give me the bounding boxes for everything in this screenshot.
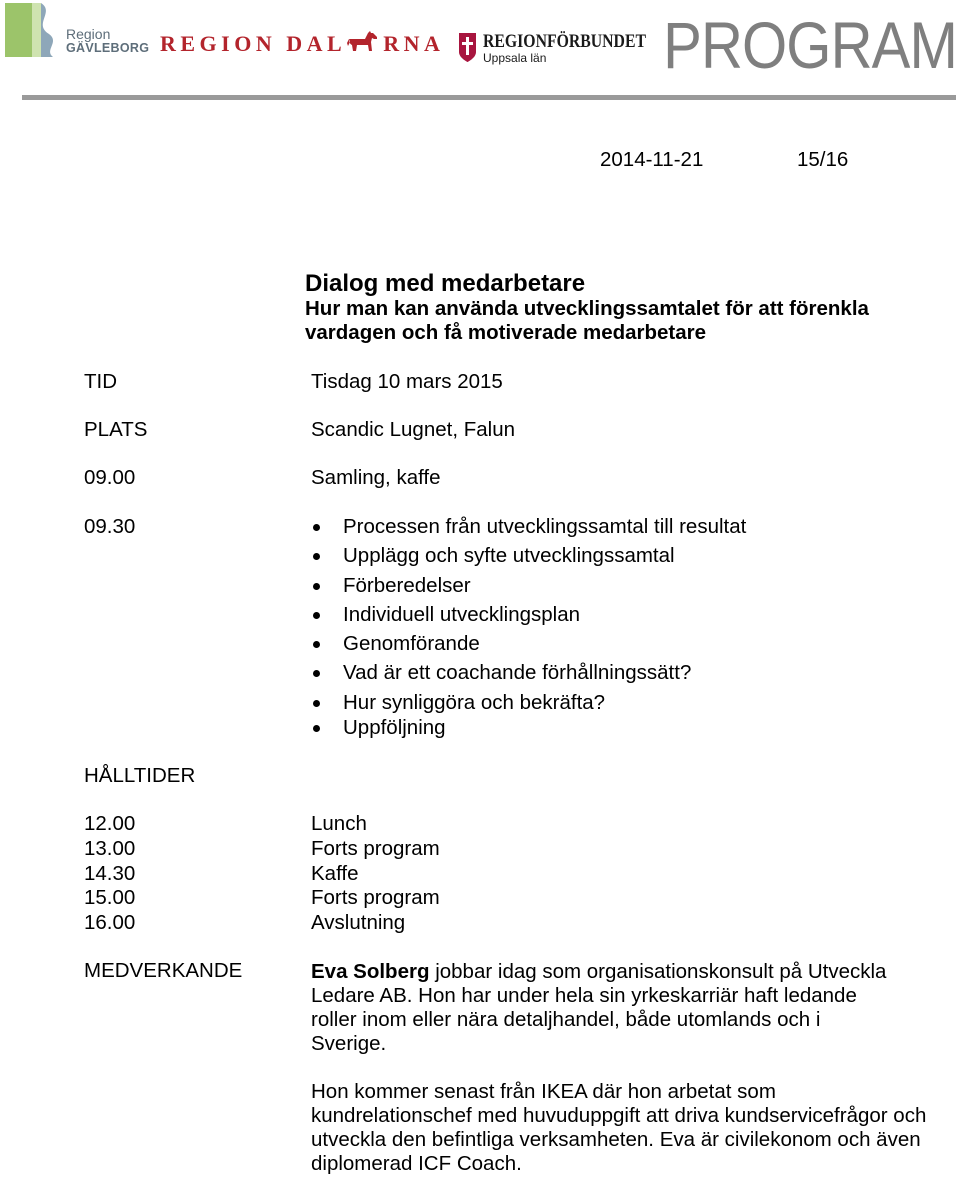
contributor-bio-paragraph xyxy=(311,1080,926,1176)
contributors-label: MEDVERKANDE xyxy=(84,959,243,982)
detail-label-time: TID xyxy=(84,370,118,393)
timekeeping-activity: Forts program xyxy=(311,836,440,860)
list-item-text: Förberedelser xyxy=(343,573,471,597)
timekeeping-row xyxy=(0,886,960,911)
timekeeping-row xyxy=(0,862,960,887)
timekeeping-activity: Avslutning xyxy=(311,911,406,934)
bio-line: Ledare AB. Hon har under hela sin yrkeskarriär haft ledande xyxy=(311,984,857,1007)
bio-line: kundrelationschef med huvuduppgift att driva kundservicefrågor och xyxy=(311,1104,927,1127)
timekeeping-list xyxy=(0,812,960,936)
regionforbundet-logo-name: REGIONFÖRBUNDET xyxy=(483,31,646,52)
page-heading: PROGRAM xyxy=(663,8,957,82)
timekeeping-time: 13.00 xyxy=(84,836,136,860)
bio-line: Sverige. xyxy=(311,1032,387,1055)
contributor-name: Eva Solberg xyxy=(311,960,430,983)
list-item-text: Individuell utvecklingsplan xyxy=(343,602,581,626)
bullet-icon xyxy=(313,700,320,707)
gavleborg-logo-text-name: GÄVLEBORG xyxy=(66,41,150,55)
timekeeping-time: 14.30 xyxy=(84,861,136,885)
bullet-icon xyxy=(313,612,320,619)
bullet-icon xyxy=(313,725,320,732)
timekeeping-time: 12.00 xyxy=(84,812,136,835)
detail-value-time: Tisdag 10 mars 2015 xyxy=(311,370,503,393)
timekeeping-row xyxy=(0,812,960,837)
subtitle-line: Hur man kan använda utvecklingssamtalet för att förenkla xyxy=(305,297,869,320)
bullet-icon xyxy=(313,524,320,531)
detail-label-place: PLATS xyxy=(84,418,148,441)
session-time: 09.30 xyxy=(84,515,136,538)
subtitle-line: vardagen och få motiverade medarbetare xyxy=(305,321,707,344)
timekeeping-heading: HÅLLTIDER xyxy=(84,764,196,787)
dalarna-logo-text-end: RNA xyxy=(383,31,445,56)
bullet-icon xyxy=(313,553,320,560)
timekeeping-time: 16.00 xyxy=(84,911,136,934)
bio-line: Hon kommer senast från IKEA där hon arbetat som xyxy=(311,1080,776,1103)
list-item-text: Genomförande xyxy=(343,632,480,656)
timekeeping-time: 15.00 xyxy=(84,886,136,910)
gavleborg-logo-text-region: Region xyxy=(66,26,111,42)
header-divider xyxy=(22,95,956,100)
list-item-text: Processen från utvecklingssamtal till resultat xyxy=(343,515,747,538)
schedule-activity: Samling, kaffe xyxy=(311,466,441,489)
timekeeping-row xyxy=(0,911,960,936)
document-date: 2014-11-21 xyxy=(600,148,704,171)
list-item-text: Uppföljning xyxy=(343,716,446,740)
regionforbundet-shield-icon xyxy=(458,32,477,63)
gavleborg-logo-mark xyxy=(3,2,63,58)
region-dalarna-logo xyxy=(160,30,444,56)
bullet-icon xyxy=(313,641,320,648)
bio-line: roller inom eller nära detaljhandel, både utomlands och i xyxy=(311,1008,821,1031)
bio-line-text: jobbar idag som organisationskonsult på Utveckla xyxy=(435,960,887,983)
bio-line: utveckla den befintliga verksamheten. Eva är civilekonom och även xyxy=(311,1128,921,1151)
timekeeping-activity: Lunch xyxy=(311,812,367,835)
list-item-text: Upplägg och syfte utvecklingssamtal xyxy=(343,544,675,568)
dalarna-logo-text-start: REGION DAL xyxy=(160,31,347,56)
dala-horse-icon xyxy=(346,30,380,52)
bullet-icon xyxy=(313,583,320,590)
page-title: Dialog med medarbetare xyxy=(305,270,586,297)
timekeeping-activity: Kaffe xyxy=(311,861,359,885)
bio-line: diplomerad ICF Coach. xyxy=(311,1152,522,1175)
list-item-text: Vad är ett coachande förhållningssätt? xyxy=(343,661,692,685)
schedule-time: 09.00 xyxy=(84,466,136,489)
page-number: 15/16 xyxy=(797,148,849,171)
bullet-icon xyxy=(313,670,320,677)
contributor-bio-paragraph xyxy=(311,960,886,1056)
detail-value-place: Scandic Lugnet, Falun xyxy=(311,418,515,441)
list-item-text: Hur synliggöra och bekräfta? xyxy=(343,690,606,714)
bio-line xyxy=(311,960,886,984)
timekeeping-row xyxy=(0,837,960,862)
timekeeping-activity: Forts program xyxy=(311,886,440,910)
regionforbundet-logo-sub: Uppsala län xyxy=(483,51,547,65)
page-subtitle xyxy=(305,297,869,345)
